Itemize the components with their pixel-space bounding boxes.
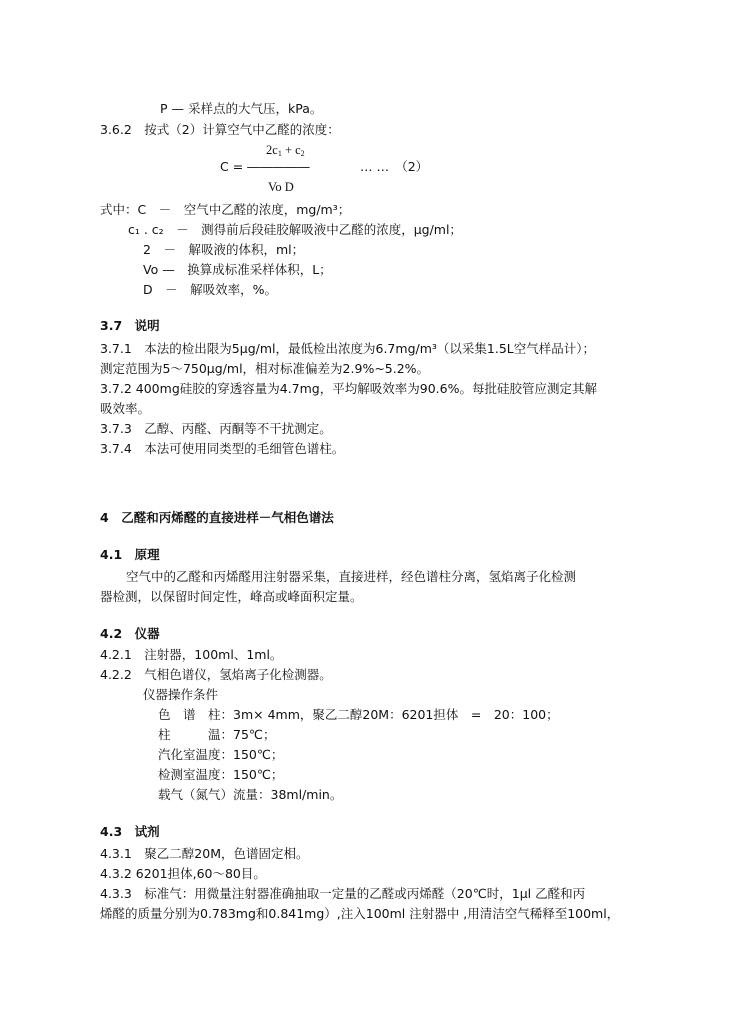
paragraph-line: 载气（氮气）流量：38ml/min。 [158,787,343,802]
paragraph-line: 器检测，以保留时间定性，峰高或峰面积定量。 [100,589,363,604]
section-3-6-2-title: 3.6.2 按式（2）计算空气中乙醛的浓度： [100,122,340,137]
p-definition: P — 采样点的大气压，kPa。 [160,101,323,116]
formula-number: … … （2） [360,159,429,174]
paragraph-line: 3.7.3 乙醇、丙醛、丙酮等不干扰测定。 [100,421,332,436]
definition-c1-c2: c₁ . c₂ － 测得前后段硅胶解吸液中乙醛的浓度，μg/ml； [128,222,462,237]
paragraph-line: 色 谱 柱：3m× 4mm，聚乙二醇20M：6201担体 = 20：100； [158,707,559,722]
paragraph-line: 3.7.1 本法的检出限为5μg/ml，最低检出浓度为6.7mg/m³（以采集1.5L空气样品计）； [100,341,595,356]
section-4-heading: 4 乙醛和丙烯醛的直接进样－气相色谱法 [100,510,334,525]
paragraph-line: 4.2.2 气相色谱仪，氢焰离子化检测器。 [100,667,332,682]
paragraph-line: 3.7.2 400mg硅胶的穿透容量为4.7mg，平均解吸效率为90.6%。每批硅胶管应测定其解 [100,381,597,396]
paragraph-line: 柱 温：75℃； [158,727,276,742]
definition-2: 2 － 解吸液的体积，ml； [143,242,305,257]
paragraph-line: 4.3.3 标准气：用微量注射器准确抽取一定量的乙醛或丙烯醛（20℃时，1μl 乙醛和丙 [100,886,586,901]
definition-d: D － 解吸效率，%。 [143,282,278,297]
paragraph-line: 空气中的乙醛和丙烯醛用注射器采集，直接进样，经色谱柱分离，氢焰离子化检测 [126,569,577,584]
section-heading: 4.1 原理 [100,547,160,562]
paragraph-line: 4.3.2 6201担体,60～80目。 [100,866,266,881]
paragraph-line: 烯醛的质量分别为0.783mg和0.841mg）,注入100ml 注射器中 ,用清洁空气稀释至100ml， [100,906,620,921]
paragraph-line: 3.7.4 本法可使用同类型的毛细管色谱柱。 [100,441,345,456]
section-heading: 4.2 仪器 [100,626,160,641]
formula-fraction-line: C = ――――― [220,159,310,174]
paragraph-line: 4.2.1 注射器，100ml、1ml。 [100,647,283,662]
formula-denominator: Vo D [268,180,294,194]
paragraph-line: 测定范围为5～750μg/ml，相对标准偏差为2.9%~5.2%。 [100,361,430,376]
paragraph-line: 4.3.1 聚乙二醇20M，色谱固定相。 [100,846,309,861]
paragraph-line: 吸效率。 [100,401,151,416]
section-heading: 4.3 试剂 [100,824,160,839]
definition-vo: Vo — 换算成标准采样体积，L； [143,262,332,277]
section-heading: 3.7 说明 [100,318,160,333]
definition-c: 式中：C － 空气中乙醛的浓度，mg/m³； [100,202,351,217]
paragraph-line: 检测室温度：150℃； [158,767,284,782]
paragraph-line: 汽化室温度：150℃； [158,747,284,762]
formula-numerator: $2c_1 + c_2$ [266,143,305,158]
paragraph-line: 仪器操作条件 [143,687,219,702]
